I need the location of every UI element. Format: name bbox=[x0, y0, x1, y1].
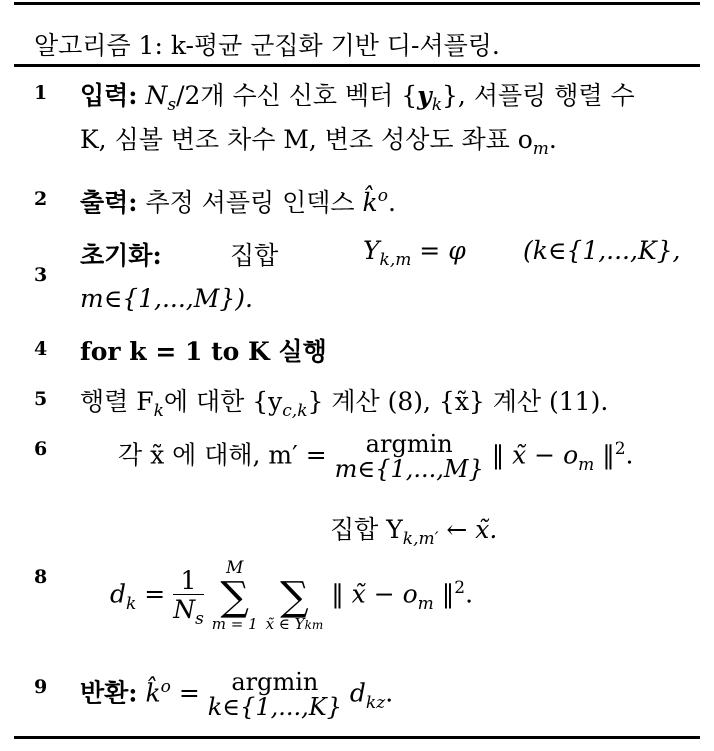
step-number: 8 bbox=[34, 566, 48, 588]
step-2-line: 출력: 추정 셔플링 인덱스 k̂$^o$. bbox=[80, 186, 396, 217]
title-rule bbox=[14, 64, 700, 67]
step-number: 6 bbox=[34, 438, 48, 460]
top-rule bbox=[14, 2, 700, 5]
step-1-line-1: 입력: $N_s/2$개 수신 신호 벡터 $\{y_k\}$, 셔플링 행렬 수 bbox=[80, 81, 635, 115]
bottom-rule bbox=[14, 736, 700, 739]
step-6-line-1: 각 x̃ 에 대해, m′ = argmin m∈{1,...,M} ‖ x̃ − $o_m$ ‖$^2$. bbox=[118, 430, 634, 484]
step-3-line-2: m∈{1,...,M}). bbox=[80, 284, 253, 313]
argmin-operator: argmin m∈{1,...,M} bbox=[334, 430, 484, 484]
step-number: 2 bbox=[34, 188, 48, 210]
step-number: 1 bbox=[34, 82, 48, 104]
step-8-equation: $d_k$ = $\frac{1}{N_s}$ M ∑ m = 1 ∑ x̃ ∈ Υkm ‖ x̃ − $o_m$ ‖$^2$. bbox=[110, 558, 474, 633]
step-number: 9 bbox=[34, 676, 48, 698]
argmin-operator: argmin k∈{1,...,K} bbox=[207, 668, 342, 722]
step-number: 4 bbox=[34, 338, 48, 360]
step-number: 3 bbox=[34, 264, 48, 286]
summation-x: ∑ x̃ ∈ Υkm bbox=[265, 574, 324, 633]
summation-m: M ∑ m = 1 bbox=[211, 558, 258, 633]
step-1-line-2: K, 심볼 변조 차수 M, 변조 성상도 좌표 $o_m$. bbox=[80, 125, 557, 159]
step-3-line-1: 초기화: 집합 $\Upsilon_{k,m} = \varphi$ (k∈{1,...,K}, bbox=[80, 236, 681, 270]
fraction: $\frac{1}{N_s}$ bbox=[173, 565, 204, 630]
step-number: 5 bbox=[34, 388, 48, 410]
step-9-line: 반환: k̂$^o$ = argmin k∈{1,...,K} $d_{kz}$. bbox=[80, 668, 394, 722]
step-6-line-2: 집합 $\Upsilon_{k,m'}$ ← x̃. bbox=[330, 515, 498, 549]
algorithm-title: 알고리즘 1: k-평균 군집화 기반 디-셔플링. bbox=[34, 31, 500, 60]
step-4-line: for k = 1 to K 실행 bbox=[80, 337, 327, 366]
step-5-line: 행렬 $F_k$에 대한 $\{y_{c,k}\}$ 계산 (8), {x̃} 계산 (11). bbox=[80, 387, 609, 421]
